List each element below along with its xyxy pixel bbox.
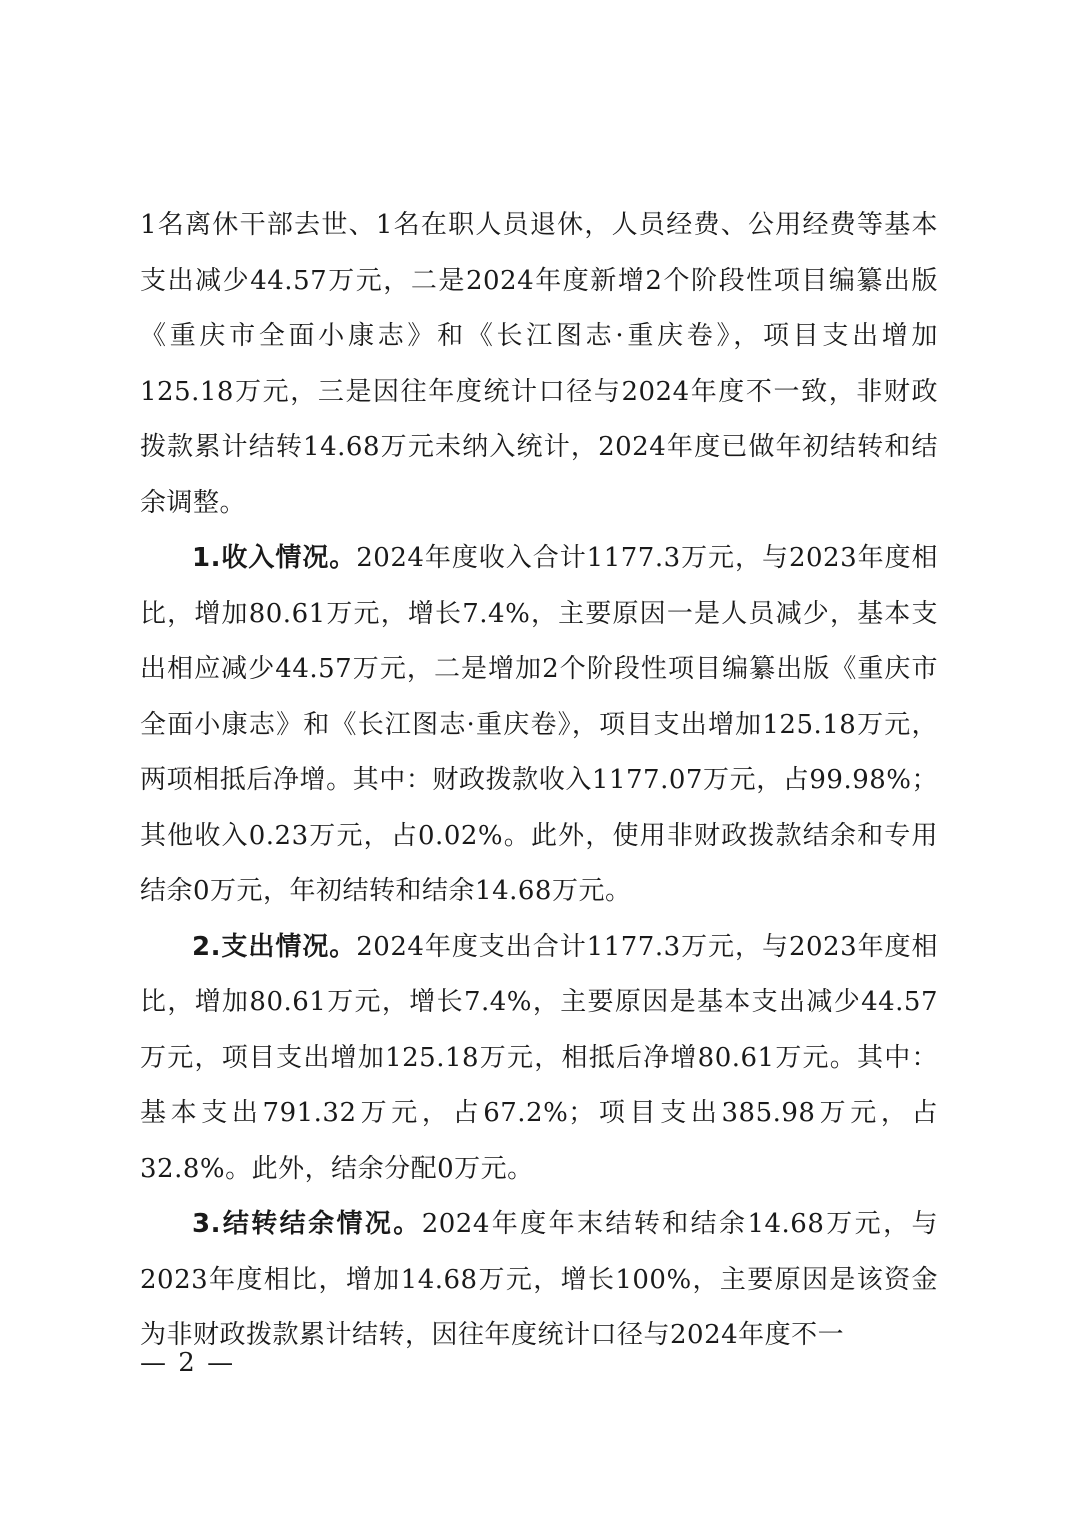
- paragraph-continuation: [140, 198, 938, 531]
- paragraph-text: 1名离休干部去世、1名在职人员退休，人员经费、公用经费等基本支出减少44.57万元，二是2024年度新增2个阶段性项目编纂出版《重庆市全面小康志》和《长江图志·重庆卷》，项目支出增加125.18万元，三是因往年度统计口径与2024年度不一致，非财政拨款累计结转14.68万元未纳入统计，2024年度已做年初结转和结余调整。: [140, 210, 938, 518]
- document-body: [140, 198, 938, 1364]
- paragraph-income: [140, 531, 938, 920]
- paragraph-carryover: [140, 1197, 938, 1364]
- page-number: — 2 —: [140, 1348, 236, 1378]
- paragraph-text: 2024年度支出合计1177.3万元，与2023年度相比，增加80.61万元，增长7.4%，主要原因是基本支出减少44.57万元，项目支出增加125.18万元，相抵后净增80.61万元。其中：基本支出791.32万元，占67.2%；项目支出385.98万元，占32.8%。此外，结余分配0万元。: [140, 931, 939, 1184]
- paragraph-text: 2024年度收入合计1177.3万元，与2023年度相比，增加80.61万元，增长7.4%，主要原因一是人员减少，基本支出相应减少44.57万元，二是增加2个阶段性项目编纂出版《重庆市全面小康志》和《长江图志·重庆卷》，项目支出增加125.18万元，两项相抵后净增。其中：财政拨款收入1177.07万元，占99.98%；其他收入0.23万元，占0.02%。此外，使用非财政拨款结余和专用结余0万元，年初结转和结余14.68万元。: [140, 543, 939, 906]
- paragraph-text: 2024年度年末结转和结余14.68万元，与2023年度相比，增加14.68万元，增长100%，主要原因是该资金为非财政拨款累计结转，因往年度统计口径与2024年度不一: [140, 1209, 938, 1350]
- paragraph-expenditure: [140, 920, 938, 1198]
- section-heading-income: 1.收入情况。: [192, 543, 357, 573]
- section-heading-expenditure: 2.支出情况。: [192, 931, 357, 962]
- section-heading-carryover: 3.结转结余情况。: [192, 1209, 422, 1239]
